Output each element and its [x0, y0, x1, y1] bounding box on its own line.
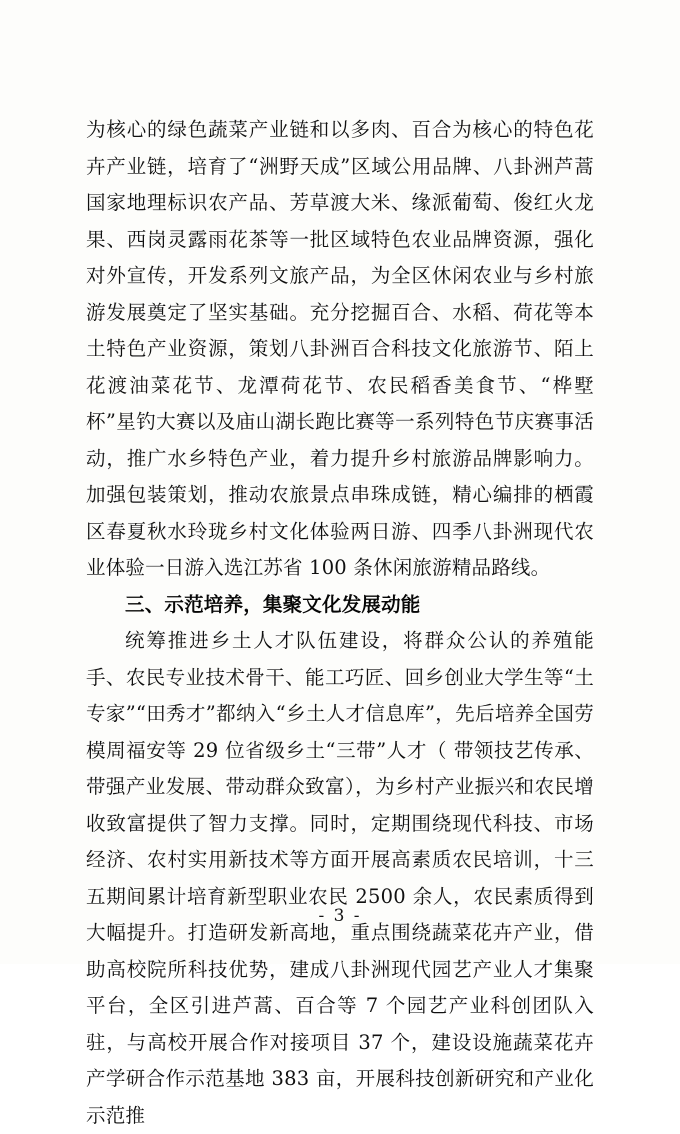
section-heading-three: 三、示范培养，集聚文化发展动能 [125, 592, 421, 616]
paragraph-body-1: 为核心的绿色蔬菜产业链和以多肉、百合为核心的特色花卉产业链，培育了“洲野天成”区域公用品牌、八卦洲芦蒿国家地理标识农产品、芳草渡大米、缘派葡萄、俊红火龙果、西岗灵露雨花茶等一批区域特色农业品牌资源，强化对外宣传，开发系列文旅产品，为全区休闲农业与乡村旅游发展奠定了坚实基础。充分挖掘百合、水稻、荷花等本土特色产业资源，策划八卦洲百合科技文化旅游节、陌上花渡油菜花节、龙潭荷花节、农民稻香美食节、“桦墅杯”星钓大赛以及庙山湖长跑比赛等一系列特色节庆赛事活动，推广水乡特色产业，着力提升乡村旅游品牌影响力。加强包装策划，推动农旅景点串珠成链，精心编排的栖霞区春夏秋水玲珑乡村文化体验两日游、四季八卦洲现代农业体验一日游入选江苏省 100 条休闲旅游精品路线。 [86, 118, 594, 579]
page-number: - 3 - [318, 906, 362, 926]
paragraph-body-2: 统筹推进乡土人才队伍建设，将群众公认的养殖能手、农民专业技术骨干、能工巧匠、回乡创业大学生等“土专家”“田秀才”都纳入“乡土人才信息库”，先后培养全国劳模周福安等 29 位省级乡土“三带”人才（ 带领技艺传承、带强产业发展、带动群众致富），为乡村产业振兴和农民增收致富提供了智力支撑。同时，定期围绕现代科技、市场经济、农村实用新技术等方面开展高素质农民培训，十三五期间累计培育新型职业农民 2500 余人，农民素质得到大幅提升。打造研发新高地，重点围绕蔬菜花卉产业，借助高校院所科技优势，建成八卦洲现代园艺产业人才集聚平台，全区引进芦蒿、百合等 7 个园艺产业科创团队入驻，与高校开展合作对接项目 37 个，建设设施蔬菜花卉产学研合作示范基地 383 亩，开展科技创新研究和产业化示范推 [86, 629, 594, 1127]
